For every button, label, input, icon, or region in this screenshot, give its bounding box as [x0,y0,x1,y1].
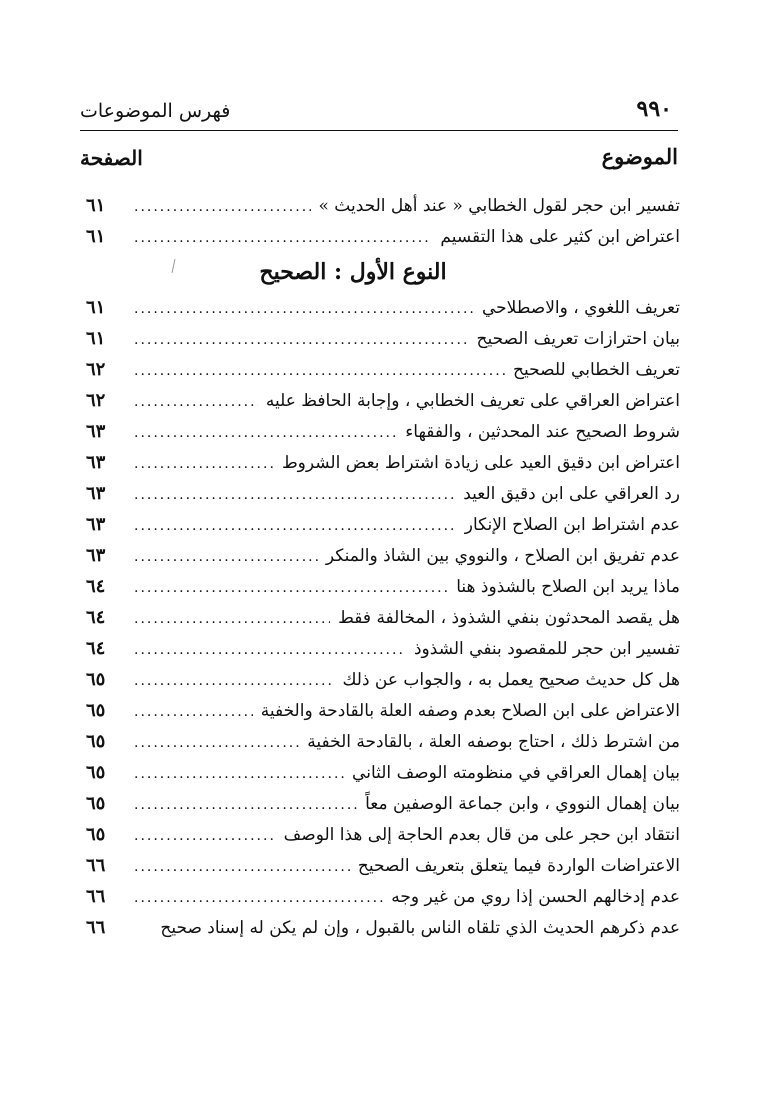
dot-leader [134,573,448,604]
entry-page: ٦٤ [86,638,106,659]
entry-title: عدم ذكرهم الحديث الذي تلقاه الناس بالقبول ، وإن لم يكن له إسناد صحيح [160,918,680,938]
dot-leader [134,387,258,418]
toc-entry [86,571,680,602]
entry-title: عدم اشتراط ابن الصلاح الإنكار [464,515,680,535]
toc-entry [86,757,680,788]
toc-entry [86,447,680,478]
dot-leader [134,511,457,542]
toc-entry [86,602,680,633]
entry-title: عدم إدخالهم الحسن إذا روي من غير وجه [391,887,680,907]
dot-leader [134,604,330,635]
toc-entry [86,292,680,323]
entry-page: ٦٣ [86,483,106,504]
dot-leader [134,759,344,790]
entry-title: الاعتراضات الواردة فيما يتعلق بتعريف الصحيح [357,856,680,876]
running-title: فهرس الموضوعات [80,100,231,122]
entry-page: ٦٥ [86,700,106,721]
entry-title: تعريف الخطابي للصحيح [513,360,680,380]
entry-page: ٦٥ [86,824,106,845]
toc-entry [86,726,680,757]
dot-leader [134,449,274,480]
dot-leader [134,542,318,573]
entry-page: ٦٢ [86,359,106,380]
dot-leader [134,418,397,449]
entry-title: من اشترط ذلك ، احتاج بوصفه العلة ، بالقادحة الخفية [307,732,680,752]
entry-title: ماذا يريد ابن الصلاح بالشذوذ هنا [456,577,680,597]
entry-title: الاعتراض على ابن الصلاح بعدم وصفه العلة بالقادحة والخفية [260,701,680,721]
toc-entry [86,819,680,850]
entry-page: ٦٤ [86,576,106,597]
entry-page: ٦٦ [86,855,106,876]
entry-page: ٦١ [86,226,106,247]
entry-page: ٦٥ [86,762,106,783]
entry-title: عدم تفريق ابن الصلاح ، والنووي بين الشاذ والمنكر [325,546,680,566]
page-number: ٩٩٠ [636,96,672,122]
toc-entry [86,354,680,385]
entry-title: تفسير ابن حجر للمقصود بنفي الشذوذ [413,639,680,659]
entry-title: شروط الصحيح عند المحدثين ، والفقهاء [405,422,680,442]
toc-entry [86,664,680,695]
entry-page: ٦٢ [86,390,106,411]
entry-page: ٦١ [86,195,106,216]
entry-page: ٦٦ [86,886,106,907]
dot-leader [134,635,406,666]
dot-leader [134,790,357,821]
toc-entry [86,416,680,447]
dot-leader [134,294,474,325]
toc-entry [86,385,680,416]
dot-leader [134,325,468,356]
entry-title: تفسير ابن حجر لقول الخطابي « عند أهل الحديث » [318,196,680,216]
entry-page: ٦٤ [86,607,106,628]
entry-page: ٦٣ [86,514,106,535]
entry-title: بيان احترازات تعريف الصحيح [476,329,680,349]
toc-entry [86,221,680,252]
dot-leader [134,192,311,223]
entry-title: هل يقصد المحدثون بنفي الشذوذ ، المخالفة فقط [338,608,680,628]
dot-leader [134,728,299,759]
dot-leader [134,883,383,914]
dot-leader [134,697,253,728]
toc-entry [86,478,680,509]
dot-leader [134,356,505,387]
toc-entry [86,323,680,354]
entry-title: بيان إهمال العراقي في منظومته الوصف الثاني [352,763,680,783]
entry-page: ٦١ [86,297,106,318]
dot-leader [134,666,334,697]
dot-leader [134,821,276,852]
entry-title: انتقاد ابن حجر على من قال بعدم الحاجة إلى هذا الوصف [283,825,680,845]
entry-page: ٦٣ [86,545,106,566]
toc-entry [86,633,680,664]
toc-entry [86,509,680,540]
toc-entry [86,190,680,221]
entry-title: اعتراض ابن دقيق العيد على زيادة اشتراط بعض الشروط [281,453,680,473]
entry-title: تعريف اللغوي ، والاصطلاحي [482,298,680,318]
page-column-header: الصفحة [80,146,143,170]
toc-entry [86,695,680,726]
entry-page: ٦١ [86,328,106,349]
entry-title: بيان إهمال النووي ، وابن جماعة الوصفين معاً [365,794,680,814]
dot-leader [134,223,432,254]
section-heading: النوع الأول : الصحيح [259,259,447,285]
entry-title: هل كل حديث صحيح يعمل به ، والجواب عن ذلك [342,670,680,690]
toc-entry [86,788,680,819]
entry-page: ٦٥ [86,793,106,814]
entry-page: ٦٣ [86,452,106,473]
entry-page: ٦٦ [86,917,106,938]
entry-title: رد العراقي على ابن دقيق العيد [463,484,680,504]
entry-title: اعتراض ابن كثير على هذا التقسيم [440,227,680,247]
subject-column-header: الموضوع [601,144,678,169]
toc-entry [86,881,680,912]
toc-entry [86,850,680,881]
toc-entry [86,540,680,571]
running-header [80,96,678,131]
entry-page: ٦٥ [86,731,106,752]
entry-title: اعتراض العراقي على تعريف الخطابي ، وإجابة الحافظ عليه [265,391,680,411]
column-headers [80,144,678,178]
dot-leader [134,852,350,883]
entry-page: ٦٣ [86,421,106,442]
toc-entry [86,912,680,943]
entry-page: ٦٥ [86,669,106,690]
table-of-contents [86,190,680,943]
dot-leader [134,480,455,511]
